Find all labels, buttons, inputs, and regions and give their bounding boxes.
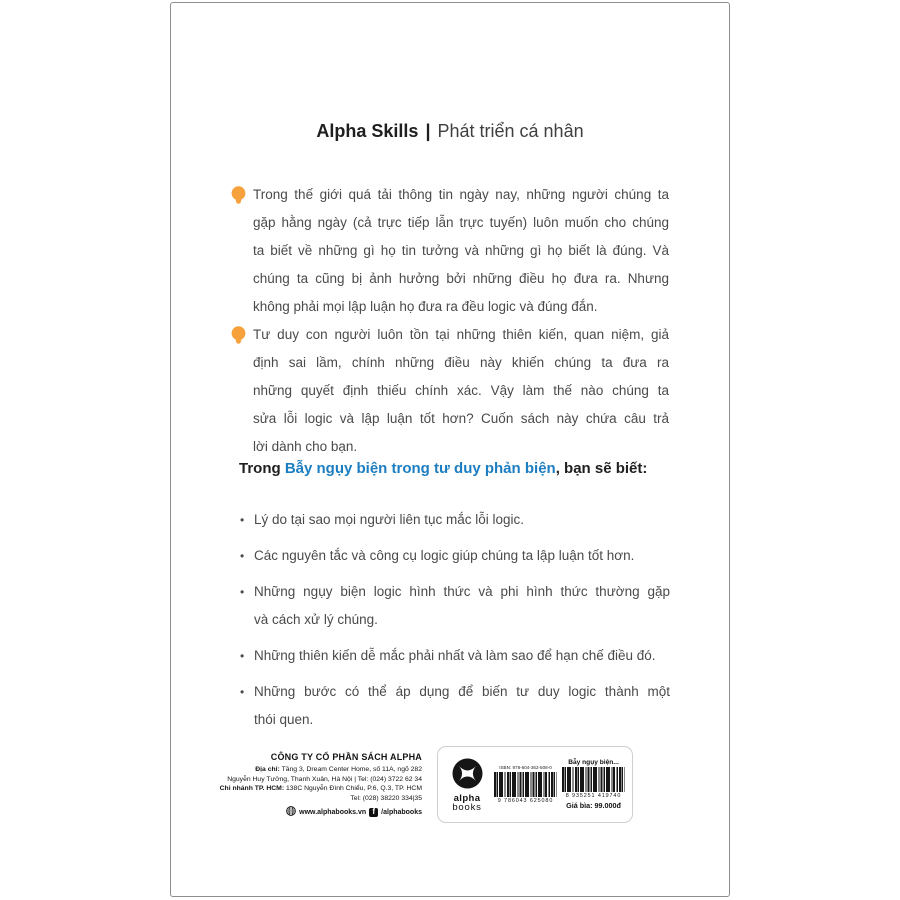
list-line: và cách xử lý chúng. (254, 612, 378, 627)
feature-bullet-list (240, 506, 670, 742)
list-item (240, 678, 670, 734)
list-item (240, 506, 670, 534)
publisher-name: CÔNG TY CỔ PHẦN SÁCH ALPHA (270, 752, 422, 762)
address-text: 138C Nguyễn Đình Chiểu, P.6, Q.3, TP. HCM (284, 785, 422, 793)
logo-text-books: books (452, 801, 482, 813)
list-line: thói quen. (254, 712, 314, 727)
web-contact-line (220, 806, 422, 818)
alphabooks-logo (445, 758, 489, 812)
series-separator: | (425, 121, 431, 141)
paragraph-1 (231, 181, 669, 321)
retail-barcode (562, 767, 625, 792)
list-item-text (254, 678, 670, 734)
book-title-highlight: Bẫy ngụy biện trong tư duy phản biện (284, 460, 556, 477)
barcode-box (437, 746, 633, 823)
bullet-dot-icon: • (240, 649, 245, 663)
paragraph-line: Tư duy con người luôn tồn tại những thiên kiến, quan niệm, giả (253, 327, 669, 342)
list-item-text (254, 578, 670, 634)
address-text: Tel: (028) 38220 334|35 (350, 794, 422, 802)
price-label: Giá bìa: 99.000đ (566, 801, 621, 811)
list-line: Những bước có thể áp dụng để biến tư duy logic thành một (254, 684, 670, 699)
address-text: Tầng 3, Dream Center Home, số 11A, ngõ 282 (279, 766, 422, 773)
website-url: www.alphabooks.vn (299, 808, 367, 816)
list-item-text (254, 506, 670, 534)
paragraph-2-text (253, 321, 669, 461)
retail-digits: 8 935251 419740 (565, 793, 622, 800)
facebook-icon (369, 808, 378, 817)
paragraph-line: sửa lỗi logic và lập luận tốt hơn? Cuốn sách này chứa câu trả (253, 411, 669, 426)
address-label: Địa chỉ: (255, 766, 280, 773)
series-brand: Alpha Skills (316, 121, 419, 141)
paragraph-line: không phải mọi lập luận họ đưa ra đều logic và đúng đắn. (253, 299, 598, 314)
address-label: Chi nhánh TP. HCM: (219, 785, 285, 793)
facebook-glyph: f (372, 807, 375, 816)
lightbulb-icon (231, 181, 246, 321)
globe-icon (286, 806, 296, 818)
isbn-barcode (494, 772, 557, 797)
bullet-dot-icon: • (240, 685, 245, 699)
list-line: Các nguyên tắc và công cụ logic giúp chúng ta lập luận tốt hơn. (254, 548, 635, 563)
book-cover-page (170, 2, 730, 897)
paragraph-2 (231, 321, 669, 461)
intro-prefix: Trong (239, 460, 285, 477)
alphabooks-logo-mark (452, 758, 483, 789)
paragraph-1-text (253, 181, 669, 321)
lightbulb-icon (231, 321, 246, 461)
retail-title: Bẫy ngụy biện... (568, 758, 619, 766)
address-line (220, 765, 422, 775)
isbn-digits: 9 786043 625080 (497, 797, 554, 804)
isbn-label: ISBN: 978-604-362-508-0 (499, 765, 552, 771)
paragraph-line: Trong thế giới quá tải thông tin ngày nay, những người chúng ta (253, 187, 669, 202)
list-line: Lý do tại sao mọi người liên tục mắc lỗi logic. (254, 512, 525, 527)
paragraph-line: ta biết về những gì họ tin tưởng và những gì họ biết là đúng. Và (253, 243, 669, 258)
paragraph-line: định sai lầm, chính những điều này khiến chúng ta đưa ra (253, 355, 669, 370)
list-item-text (254, 642, 670, 670)
series-category: Phát triển cá nhân (437, 121, 584, 141)
intro-suffix: , bạn sẽ biết: (555, 460, 648, 477)
retail-barcode-block (562, 759, 625, 811)
paragraph-line: những quyết định thiếu chính xác. Vậy làm thế nào chúng ta (253, 383, 669, 398)
logo-text-alpha: alpha (453, 792, 481, 804)
address-text: Nguyễn Huy Tưởng, Thanh Xuân, Hà Nội | Tel: (024) 3722 62 34 (227, 775, 422, 783)
paragraph-line: lời dành cho bạn. (253, 439, 358, 454)
list-item (240, 542, 670, 570)
isbn-barcode-block (494, 765, 557, 804)
list-line: Những thiên kiến dễ mắc phải nhất và làm sao để hạn chế điều đó. (254, 648, 656, 663)
address-line (220, 794, 422, 804)
bullet-dot-icon: • (240, 585, 245, 599)
bullet-dot-icon: • (240, 513, 245, 527)
facebook-handle: /alphabooks (381, 808, 422, 816)
publisher-info (220, 752, 422, 818)
bullet-dot-icon: • (240, 549, 245, 563)
series-header (171, 121, 729, 142)
list-item (240, 642, 670, 670)
paragraph-line: gặp hằng ngày (cả trực tiếp lẫn trực tuyến) luôn muốn cho chúng (253, 215, 669, 230)
list-item (240, 578, 670, 634)
address-line (220, 784, 422, 794)
intro-heading (239, 460, 647, 477)
paragraph-line: chúng ta cũng bị ảnh hưởng bởi những điều họ đưa ra. Nhưng (253, 271, 669, 286)
address-line (220, 775, 422, 785)
list-item-text (254, 542, 670, 570)
list-line: Những ngụy biện logic hình thức và phi hình thức thường gặp (254, 584, 670, 599)
